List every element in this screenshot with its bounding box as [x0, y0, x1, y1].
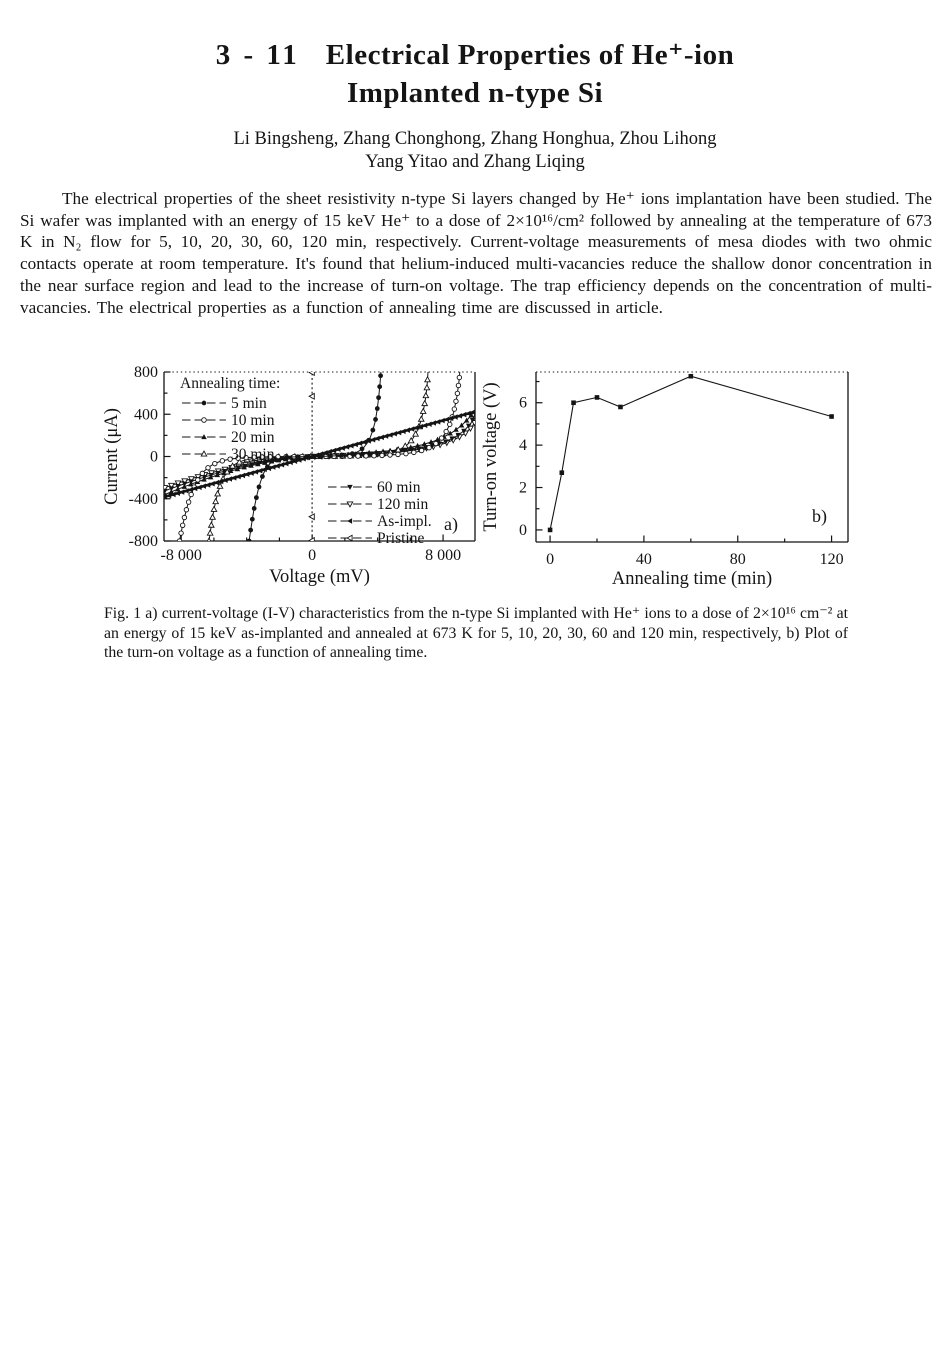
figure-caption: Fig. 1 a) current-voltage (I-V) characteristics from the n-type Si implanted with He⁺ ions to a dose of 2×10¹⁶ cm⁻² at an energy of 15 keV as-implanted and annealed at 673 K for 5, 10, 20, 30, 60 and 120 min, respectively, b) Plot of the turn-on voltage as a function of annealing time. — [104, 605, 848, 661]
svg-text:As-impl.: As-impl. — [377, 513, 432, 530]
iv-characteristics-chart — [100, 360, 480, 600]
svg-text:Annealing time (min): Annealing time (min) — [611, 569, 773, 589]
svg-text:-800: -800 — [128, 533, 158, 550]
svg-text:40: 40 — [635, 551, 652, 568]
svg-text:60 min: 60 min — [377, 479, 421, 496]
svg-text:6: 6 — [519, 394, 527, 412]
title-text-line1: Electrical Properties of He⁺-ion — [325, 39, 735, 71]
axes — [536, 372, 848, 542]
authors-line1: Li Bingsheng, Zhang Chonghong, Zhang Honghua, Zhou Lihong — [233, 129, 717, 149]
legend — [180, 375, 280, 463]
svg-text:-400: -400 — [128, 490, 158, 508]
abstract-paragraph: The electrical properties of the sheet resistivity n-type Si layers changed by He⁺ ions implantation have been studied. The Si wafer was implanted with an energy of 15 keV He⁺ to a dose of 2×10¹⁶/cm² followed by annealing at the temperature of 673 K in N₂ flow for 5, 10, 20, 30, 60, 120 min, respectively. Current-voltage measurements of mesa diodes with two ohmic contacts operate at room temperature. It's found that helium-induced multi-vacancies reduce the shallow donor concentration in the near surface region and lead to the increase of turn-on voltage. The trap efficiency depends on the concentration of multi-vacancies. The electrical properties as a function of annealing time are discussed in article. — [20, 189, 932, 317]
svg-text:0: 0 — [546, 551, 555, 568]
paper-title-line1 — [0, 36, 950, 74]
svg-text:-8 000: -8 000 — [160, 547, 202, 564]
svg-text:400: 400 — [134, 406, 158, 424]
svg-text:Turn-on voltage (V): Turn-on voltage (V) — [481, 382, 501, 532]
paper-title-line2: Implanted n-type Si — [346, 77, 604, 109]
panel-label — [812, 506, 827, 527]
svg-text:20 min: 20 min — [231, 429, 275, 446]
section-number: 3 - 11 — [215, 39, 300, 71]
svg-text:10 min: 10 min — [231, 412, 275, 429]
svg-text:8 000: 8 000 — [425, 547, 462, 564]
svg-text:a): a) — [444, 514, 458, 534]
svg-text:5 min: 5 min — [231, 395, 267, 412]
authors-line2: Yang Yitao and Zhang Liqing — [365, 152, 585, 172]
figure-1 — [100, 360, 890, 600]
ticks — [536, 382, 832, 542]
legend — [328, 479, 432, 547]
authors — [0, 128, 950, 174]
paper-title — [0, 36, 950, 112]
svg-text:Pristine: Pristine — [377, 530, 425, 547]
svg-text:0: 0 — [150, 448, 158, 466]
turn-on-voltage-chart — [480, 360, 890, 600]
svg-text:Voltage (mV): Voltage (mV) — [269, 567, 370, 587]
svg-text:80: 80 — [729, 551, 746, 568]
svg-text:0: 0 — [519, 521, 527, 539]
svg-text:0: 0 — [308, 547, 317, 564]
svg-text:4: 4 — [519, 437, 527, 455]
svg-text:Annealing time:: Annealing time: — [180, 375, 281, 392]
svg-text:Current (μA): Current (μA) — [102, 408, 122, 505]
svg-text:800: 800 — [134, 364, 158, 381]
svg-text:30 min: 30 min — [231, 446, 275, 463]
series-group — [548, 374, 834, 532]
panel-label — [444, 514, 458, 535]
svg-text:2: 2 — [519, 479, 527, 497]
svg-text:120: 120 — [819, 551, 844, 568]
svg-text:b): b) — [812, 506, 827, 526]
svg-text:120 min: 120 min — [377, 496, 429, 513]
